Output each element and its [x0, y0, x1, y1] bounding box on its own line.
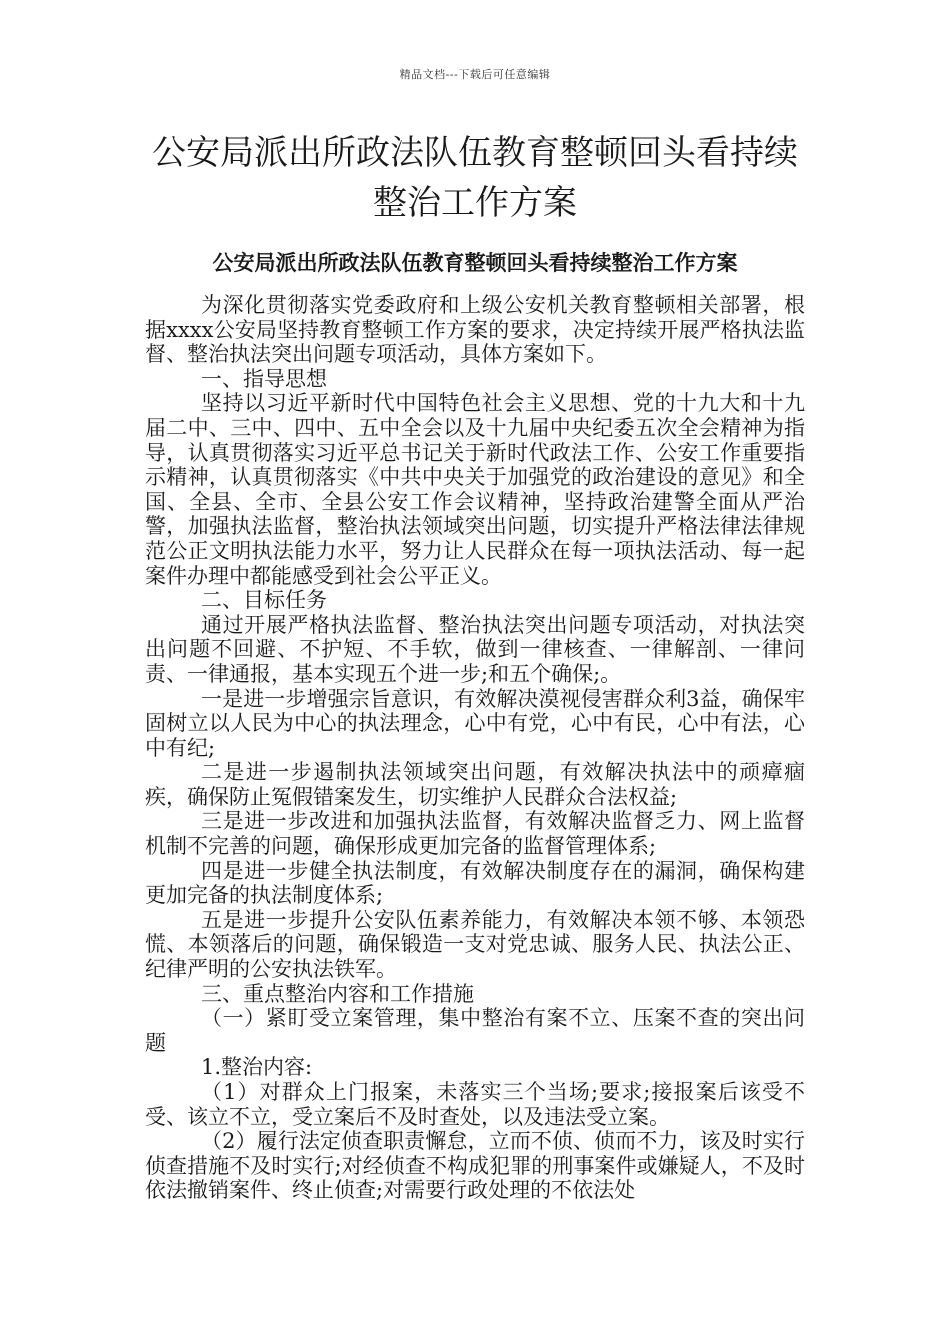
goals-paragraph: 通过开展严格执法监督、整治执法突出问题专项活动，对执法突出问题不回避、不护短、不手软，做到一律核查、一律解剖、一律问责、一律通报，基本实现五个进一步;和五个确保;。: [145, 612, 805, 686]
document-title: 公安局派出所政法队伍教育整顿回头看持续整治工作方案: [152, 133, 798, 223]
guiding-ideology-paragraph: 坚持以习近平新时代中国特色社会主义思想、党的十九大和十九届二中、三中、四中、五中全会以及十九届中央纪委五次全会精神为指导，认真贯彻落实习近平总书记关于新时代政法工作、公安工作重要指示精神，认真贯彻落实《中共中央关于加强党的政治建设的意见》和全国、全县、全市、全县公安工作会议精神，坚持政治建警全面从严治警，加强执法监督，整治执法领域突出问题，切实提升严格法律法律规范公正文明执法能力水平，努力让人民群众在每一项执法活动、每一起案件办理中都能感受到社会公平正义。: [145, 391, 805, 588]
section-heading-goals: 二、目标任务: [201, 588, 327, 613]
goal-item-1: 一是进一步增强宗旨意识，有效解决漠视侵害群众利3益，确保牢固树立以人民为中心的执法理念，心中有党，心中有民，心中有法，心中有纪;: [145, 686, 805, 760]
content-item-1: （1）对群众上门报案，未落实三个当场;要求;接报案后该受不受、该立不立，受立案后不及时查处，以及违法受立案。: [145, 1080, 805, 1129]
document-subtitle: 公安局派出所政法队伍教育整顿回头看持续整治工作方案: [212, 250, 738, 275]
content-item-2: （2）履行法定侦查职责懈怠，立而不侦、侦而不力，该及时实行侦查措施不及时实行;对经侦查不构成犯罪的刑事案件或嫌疑人，不及时依法撤销案件、终止侦查;对需要行政处理的不依法处: [145, 1129, 805, 1203]
header-note: 精品文档---下载后可任意编辑: [399, 68, 551, 81]
section-heading-key-measures: 三、重点整治内容和工作措施: [201, 981, 474, 1006]
document-body: [145, 293, 805, 1203]
subsection-heading-1: （一）紧盯受立案管理，集中整治有案不立、压案不查的突出问题: [145, 1006, 805, 1055]
goal-item-3: 三是进一步改进和加强执法监督，有效解决监督乏力、网上监督机制不完善的问题，确保形成更加完备的监督管理体系;: [145, 809, 805, 859]
subsection-label-content: 1.整治内容:: [201, 1055, 313, 1080]
section-heading-guiding-ideology: 一、指导思想: [201, 366, 327, 391]
goal-item-4: 四是进一步健全执法制度，有效解决制度存在的漏洞，确保构建更加完备的执法制度体系;: [145, 858, 805, 908]
goal-item-5: 五是进一步提升公安队伍素养能力，有效解决本领不够、本领恐慌、本领落后的问题，确保锻造一支对党忠诚、服务人民、执法公正、纪律严明的公安执法铁军。: [145, 907, 805, 982]
goal-item-2: 二是进一步遏制执法领域突出问题，有效解决执法中的顽瘴痼疾，确保防止冤假错案发生，切实维护人民群众合法权益;: [145, 760, 805, 809]
intro-paragraph: 为深化贯彻落实党委政府和上级公安机关教育整顿相关部署，根据xxxx公安局坚持教育整顿工作方案的要求，决定持续开展严格执法监督、整治执法突出问题专项活动，具体方案如下。: [145, 293, 805, 367]
